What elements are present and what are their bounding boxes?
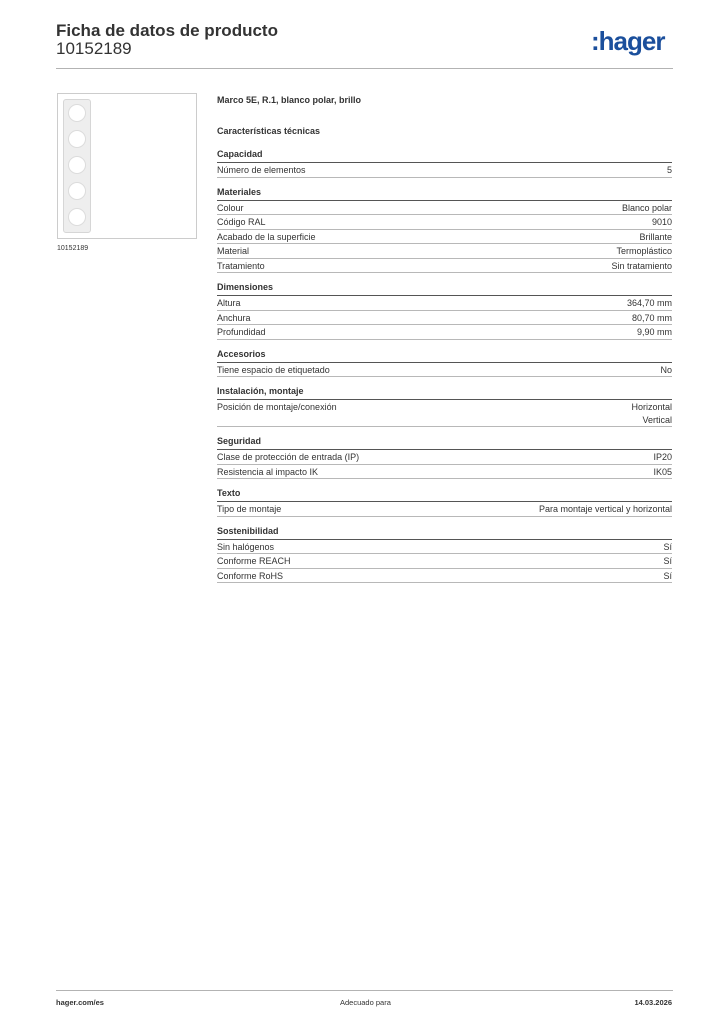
spec-label: Anchura bbox=[217, 312, 251, 323]
spec-value bbox=[611, 260, 672, 273]
spec-value-line: Blanco polar bbox=[621, 202, 672, 213]
spec-row bbox=[217, 296, 672, 311]
spec-value-line: Sí bbox=[663, 556, 672, 566]
spec-label: Clase de protección de entrada (IP) bbox=[217, 452, 360, 462]
spec-label: Altura bbox=[217, 298, 241, 308]
spec-value-line: 5 bbox=[666, 165, 672, 175]
document-product-code: 10152189 bbox=[56, 39, 132, 58]
spec-value-line: IK05 bbox=[653, 466, 672, 477]
frame-opening bbox=[68, 156, 86, 174]
spec-label: Tipo de montaje bbox=[217, 504, 282, 514]
spec-row bbox=[217, 201, 672, 216]
spec-value bbox=[627, 297, 672, 310]
spec-value-line: Sin tratamiento bbox=[611, 260, 672, 271]
spec-label: Sin halógenos bbox=[217, 541, 275, 552]
spec-label: Profundidad bbox=[217, 327, 266, 337]
footer-website-link[interactable]: hager.com/es bbox=[56, 998, 104, 1007]
spec-value-line: 9010 bbox=[651, 217, 672, 227]
spec-section bbox=[217, 526, 672, 584]
spec-value-line: 9,90 mm bbox=[636, 327, 672, 337]
spec-value-line: Termoplástico bbox=[616, 246, 672, 256]
spec-value bbox=[663, 555, 672, 568]
spec-section bbox=[217, 488, 672, 517]
spec-content bbox=[217, 95, 672, 592]
spec-value-line: 364,70 mm bbox=[626, 298, 672, 308]
spec-value-line: IP20 bbox=[653, 452, 672, 462]
section-title: Materiales bbox=[217, 187, 672, 201]
spec-label: Material bbox=[217, 246, 250, 256]
footer-divider bbox=[56, 990, 673, 991]
spec-value bbox=[639, 231, 672, 244]
spec-value bbox=[667, 164, 672, 177]
spec-row bbox=[217, 400, 672, 427]
spec-label: Acabado de la superficie bbox=[217, 231, 316, 242]
spec-label: Posición de montaje/conexión bbox=[217, 402, 337, 412]
section-title: Instalación, montaje bbox=[217, 386, 672, 400]
spec-label: Código RAL bbox=[217, 217, 266, 227]
spec-section bbox=[217, 349, 672, 378]
spec-value-line: No bbox=[660, 364, 672, 375]
spec-row bbox=[217, 215, 672, 230]
spec-value bbox=[663, 570, 672, 583]
frame-opening bbox=[68, 208, 86, 226]
frame-opening bbox=[68, 130, 86, 148]
spec-section bbox=[217, 187, 672, 274]
document-title: Ficha de datos de producto bbox=[56, 21, 278, 40]
spec-value bbox=[616, 245, 672, 258]
spec-section bbox=[217, 436, 672, 479]
spec-row bbox=[217, 569, 672, 584]
spec-section bbox=[217, 386, 672, 427]
spec-value-line: Sí bbox=[663, 541, 672, 552]
frame-image bbox=[63, 99, 91, 233]
frame-opening bbox=[68, 182, 86, 200]
spec-value bbox=[660, 364, 672, 377]
spec-value bbox=[539, 503, 672, 516]
thumbnail-caption: 10152189 bbox=[57, 245, 89, 252]
spec-sections bbox=[217, 149, 672, 583]
spec-row bbox=[217, 163, 672, 178]
frame-opening bbox=[68, 104, 86, 122]
spec-label: Colour bbox=[217, 202, 244, 213]
section-title: Sostenibilidad bbox=[217, 526, 672, 540]
spec-row bbox=[217, 244, 672, 259]
hager-logo[interactable]: :hager bbox=[591, 26, 665, 56]
spec-label: Tratamiento bbox=[217, 260, 265, 271]
spec-value-line: Para montaje vertical y horizontal bbox=[538, 504, 672, 514]
section-title: Accesorios bbox=[217, 349, 672, 363]
spec-label: Conforme REACH bbox=[217, 556, 291, 566]
spec-value bbox=[632, 312, 672, 325]
hager-logo-text: hager bbox=[598, 26, 665, 56]
spec-value bbox=[631, 401, 672, 426]
spec-label: Tiene espacio de etiquetado bbox=[217, 364, 330, 375]
spec-value bbox=[663, 541, 672, 554]
spec-row bbox=[217, 502, 672, 517]
spec-value-line: 80,70 mm bbox=[631, 312, 672, 323]
spec-value-line: Horizontal bbox=[631, 402, 672, 412]
product-thumbnail bbox=[57, 93, 197, 239]
spec-section bbox=[217, 282, 672, 340]
spec-row bbox=[217, 325, 672, 340]
spec-section bbox=[217, 149, 672, 178]
header-divider bbox=[56, 68, 673, 69]
spec-row bbox=[217, 450, 672, 465]
section-title: Capacidad bbox=[217, 149, 672, 163]
tech-characteristics-title: Características técnicas bbox=[217, 126, 321, 136]
spec-value bbox=[652, 216, 672, 229]
spec-label: Conforme RoHS bbox=[217, 570, 284, 581]
section-title: Dimensiones bbox=[217, 282, 672, 296]
spec-row bbox=[217, 230, 672, 245]
spec-value bbox=[637, 326, 672, 339]
section-title: Texto bbox=[217, 488, 672, 502]
spec-value-line: Vertical bbox=[642, 414, 672, 425]
spec-value bbox=[653, 451, 672, 464]
spec-row bbox=[217, 554, 672, 569]
section-title: Seguridad bbox=[217, 436, 672, 450]
spec-value bbox=[622, 202, 672, 215]
spec-row bbox=[217, 259, 672, 274]
footer-date: 14.03.2026 bbox=[634, 998, 672, 1007]
spec-row bbox=[217, 540, 672, 555]
spec-label: Resistencia al impacto IK bbox=[217, 466, 319, 477]
spec-row bbox=[217, 465, 672, 480]
footer-center-text: Adecuado para bbox=[340, 998, 391, 1007]
spec-label: Número de elementos bbox=[217, 165, 306, 175]
spec-row bbox=[217, 311, 672, 326]
spec-value bbox=[653, 466, 672, 479]
spec-row bbox=[217, 363, 672, 378]
product-name: Marco 5E, R.1, blanco polar, brillo bbox=[217, 95, 362, 105]
spec-value-line: Brillante bbox=[639, 231, 672, 242]
spec-value-line: Sí bbox=[663, 570, 672, 581]
